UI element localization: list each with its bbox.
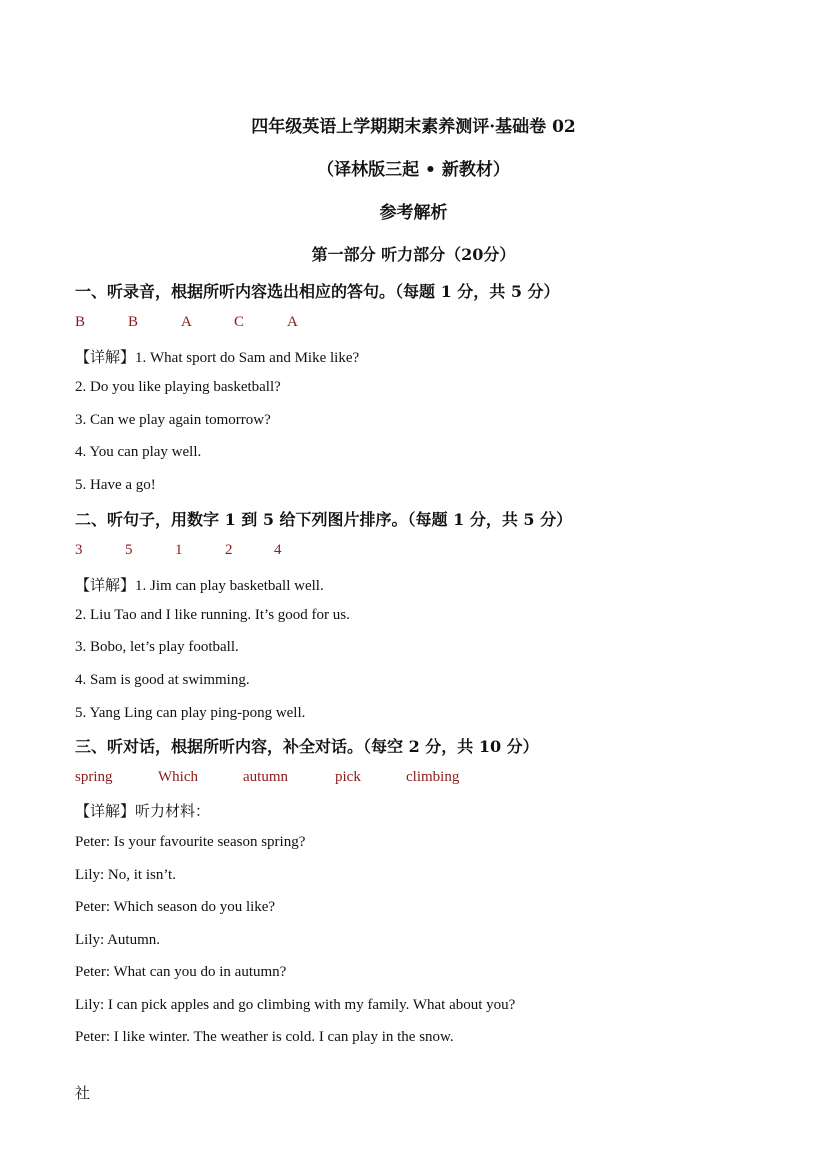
detail-line: 1. What sport do Sam and Mike like? [135,350,360,366]
section-1-title: 一、听录音，根据所听内容选出相应的答句。（每题 1 分，共 5 分） [75,282,560,301]
detail-line: 1. Jim can play basketball well. [135,578,324,594]
detail-line: 2. Do you like playing basketball? [75,379,281,395]
detail-line: 3. Bobo, let’s play football. [75,639,239,655]
detail-line: 4. You can play well. [75,444,202,460]
detail-line: 5. Have a go! [75,477,156,493]
answer-item: 5 [125,542,133,558]
dialogue-line: Peter: What can you do in autumn? [75,964,287,980]
document-subtitle: （译林版三起 • 新教材） [317,160,510,180]
detail-line: 3. Can we play again tomorrow? [75,412,271,428]
answer-item: 4 [274,542,282,558]
detail-label: 【详解】 [75,348,136,366]
answer-item: B [128,314,139,330]
detail-label: 【详解】 [75,576,136,594]
dialogue-line: Peter: Which season do you like? [75,899,276,915]
section-1-detail-line [75,346,359,367]
dialogue-line: Lily: Autumn. [75,932,161,948]
answer-item: A [181,314,192,330]
answer-item: 1 [175,542,183,558]
dialogue-line: Lily: I can pick apples and go climbing with my family. What about you? [75,997,516,1013]
answer-item: autumn [243,769,288,785]
answer-item: 2 [225,542,233,558]
part-title: 第一部分 听力部分（20分） [311,245,516,264]
detail-line: 5. Yang Ling can play ping-pong well. [75,705,306,721]
reference-analysis-heading: 参考解析 [379,203,448,223]
dialogue-line: Lily: No, it isn’t. [75,867,176,883]
dialogue-line: Peter: I like winter. The weather is cold. I can play in the snow. [75,1029,454,1045]
section-2-title: 二、听句子，用数字 1 到 5 给下列图片排序。（每题 1 分，共 5 分） [75,510,573,529]
answer-item: C [234,314,245,330]
section-3-detail-line [75,800,210,821]
dialogue-line: Peter: Is your favourite season spring? [75,834,306,850]
answer-item: 3 [75,542,83,558]
answer-item: pick [335,769,361,785]
answer-item: B [75,314,86,330]
document-title: 四年级英语上学期期末素养测评·基础卷 02 [251,117,576,137]
section-3-title: 三、听对话，根据所听内容，补全对话。（每空 2 分，共 10 分） [75,737,539,756]
answer-item: Which [158,769,198,785]
section-2-detail-line [75,574,324,595]
detail-line: 4. Sam is good at swimming. [75,672,250,688]
answer-item: climbing [406,769,460,785]
detail-line: 2. Liu Tao and I like running. It’s good for us. [75,607,350,623]
answer-item: A [287,314,298,330]
listening-material-label: 听力材料： [135,802,211,820]
detail-label: 【详解】 [75,802,136,820]
footer-text: 社 [75,1084,91,1102]
answer-item: spring [75,769,113,785]
